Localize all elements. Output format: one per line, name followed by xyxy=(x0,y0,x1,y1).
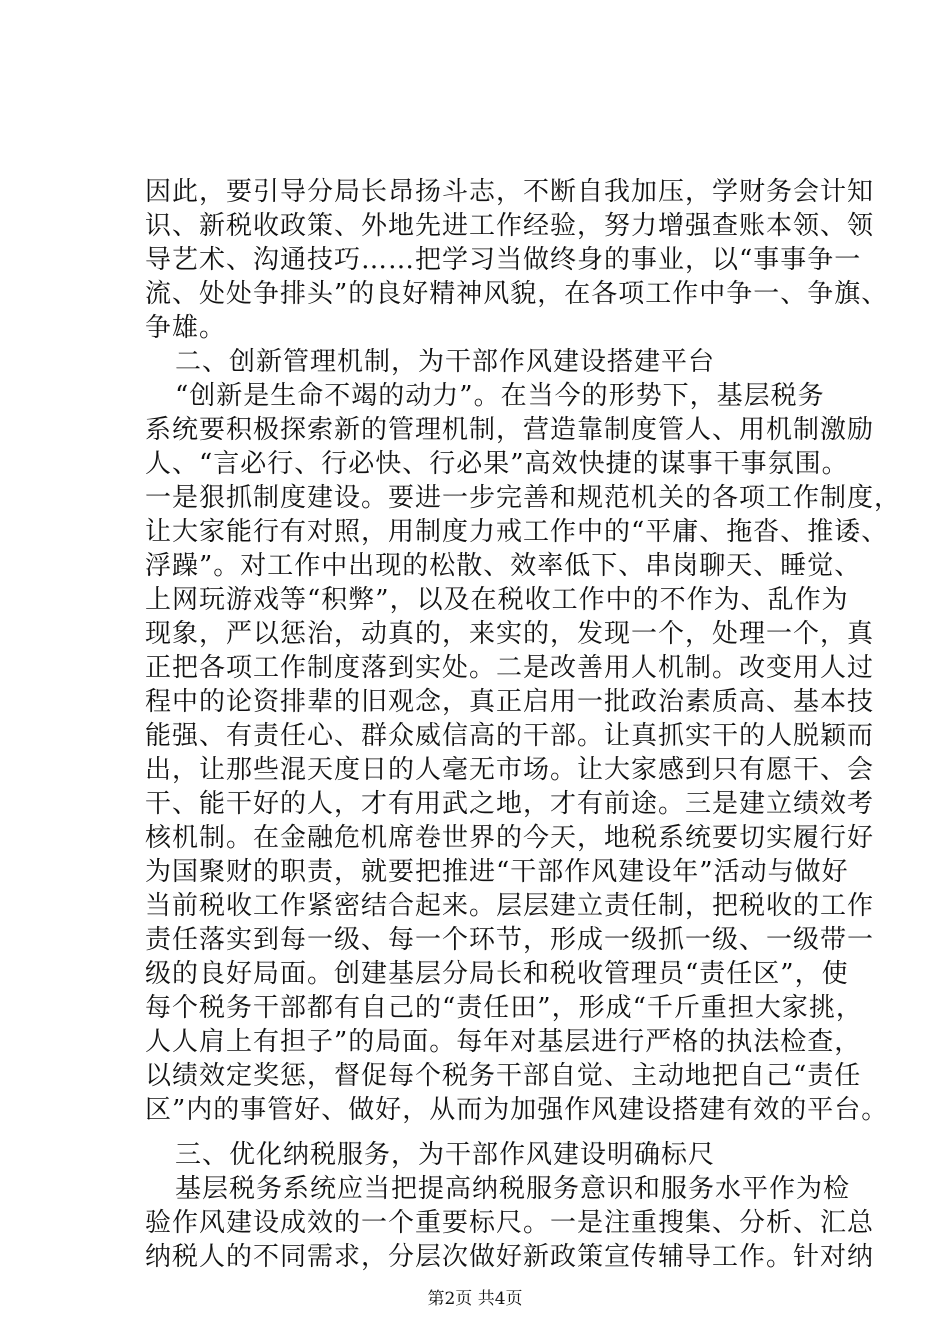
paragraph-line: 每个税务干部都有自己的“责任田”，形成“千斤重担大家挑， xyxy=(145,993,863,1023)
paragraph-line: 以绩效定奖惩，督促每个税务干部自觉、主动地把自己“责任 xyxy=(145,1061,862,1091)
paragraph-line: 出，让那些混天度日的人毫无市场。让大家感到只有愿干、会 xyxy=(145,755,875,785)
page-footer: 第2页 共4页 xyxy=(427,1289,523,1309)
paragraph-line: 人、“言必行、行必快、行必果”高效快捷的谋事干事氛围。 xyxy=(145,449,849,479)
paragraph-line: 人人肩上有担子”的局面。每年对基层进行严格的执法检查， xyxy=(145,1027,862,1057)
paragraph-line: 纳税人的不同需求，分层次做好新政策宣传辅导工作。针对纳 xyxy=(145,1242,875,1272)
paragraph-line: 现象，严以惩治，动真的，来实的，发现一个，处理一个，真 xyxy=(145,619,875,649)
paragraph-line: 程中的论资排辈的旧观念，真正启用一批政治素质高、基本技 xyxy=(145,687,875,717)
paragraph-line: 为国聚财的职责，就要把推进“干部作风建设年”活动与做好 xyxy=(145,857,849,887)
paragraph-line: 基层税务系统应当把提高纳税服务意识和服务水平作为检 xyxy=(175,1174,851,1204)
paragraph-line: 流、处处争排头”的良好精神风貌，在各项工作中争一、争旗、 xyxy=(145,279,889,309)
section-heading: 二、创新管理机制，为干部作风建设搭建平台 xyxy=(175,347,716,377)
paragraph-line: 责任落实到每一级、每一个环节，形成一级抓一级、一级带一 xyxy=(145,925,875,955)
paragraph-line: 当前税收工作紧密结合起来。层层建立责任制，把税收的工作 xyxy=(145,891,875,921)
paragraph-line: 能强、有责任心、群众威信高的干部。让真抓实干的人脱颖而 xyxy=(145,721,875,751)
paragraph-line: 上网玩游戏等“积弊”，以及在税收工作中的不作为、乱作为 xyxy=(145,585,849,615)
paragraph-line: 正把各项工作制度落到实处。二是改善用人机制。改变用人过 xyxy=(145,653,875,683)
paragraph-line: 因此，要引导分局长昂扬斗志，不断自我加压，学财务会计知 xyxy=(145,177,875,207)
paragraph-line: 干、能干好的人，才有用武之地，才有前途。三是建立绩效考 xyxy=(145,789,875,819)
paragraph-line: 验作风建设成效的一个重要标尺。一是注重搜集、分析、汇总 xyxy=(145,1208,875,1238)
paragraph-line: “创新是生命不竭的动力”。在当今的形势下，基层税务 xyxy=(175,381,825,411)
section-heading: 三、优化纳税服务，为干部作风建设明确标尺 xyxy=(175,1140,716,1170)
paragraph-line: 核机制。在金融危机席卷世界的今天，地税系统要切实履行好 xyxy=(145,823,875,853)
paragraph-line: 识、新税收政策、外地先进工作经验，努力增强查账本领、领 xyxy=(145,211,875,241)
paragraph-line: 争雄。 xyxy=(145,313,227,343)
paragraph-line: 级的良好局面。创建基层分局长和税收管理员“责任区”，使 xyxy=(145,959,849,989)
paragraph-line: 浮躁”。对工作中出现的松散、效率低下、串岗聊天、睡觉、 xyxy=(145,551,862,581)
paragraph-line: 让大家能行有对照，用制度力戒工作中的“平庸、拖沓、推诿、 xyxy=(145,517,889,547)
paragraph-line: 系统要积极探索新的管理机制，营造靠制度管人、用机制激励 xyxy=(145,415,875,445)
paragraph-line: 导艺术、沟通技巧……把学习当做终身的事业，以“事事争一 xyxy=(145,245,862,275)
paragraph-line: 一是狠抓制度建设。要进一步完善和规范机关的各项工作制度， xyxy=(145,483,902,513)
paragraph-line: 区”内的事管好、做好，从而为加强作风建设搭建有效的平台。 xyxy=(145,1095,889,1125)
